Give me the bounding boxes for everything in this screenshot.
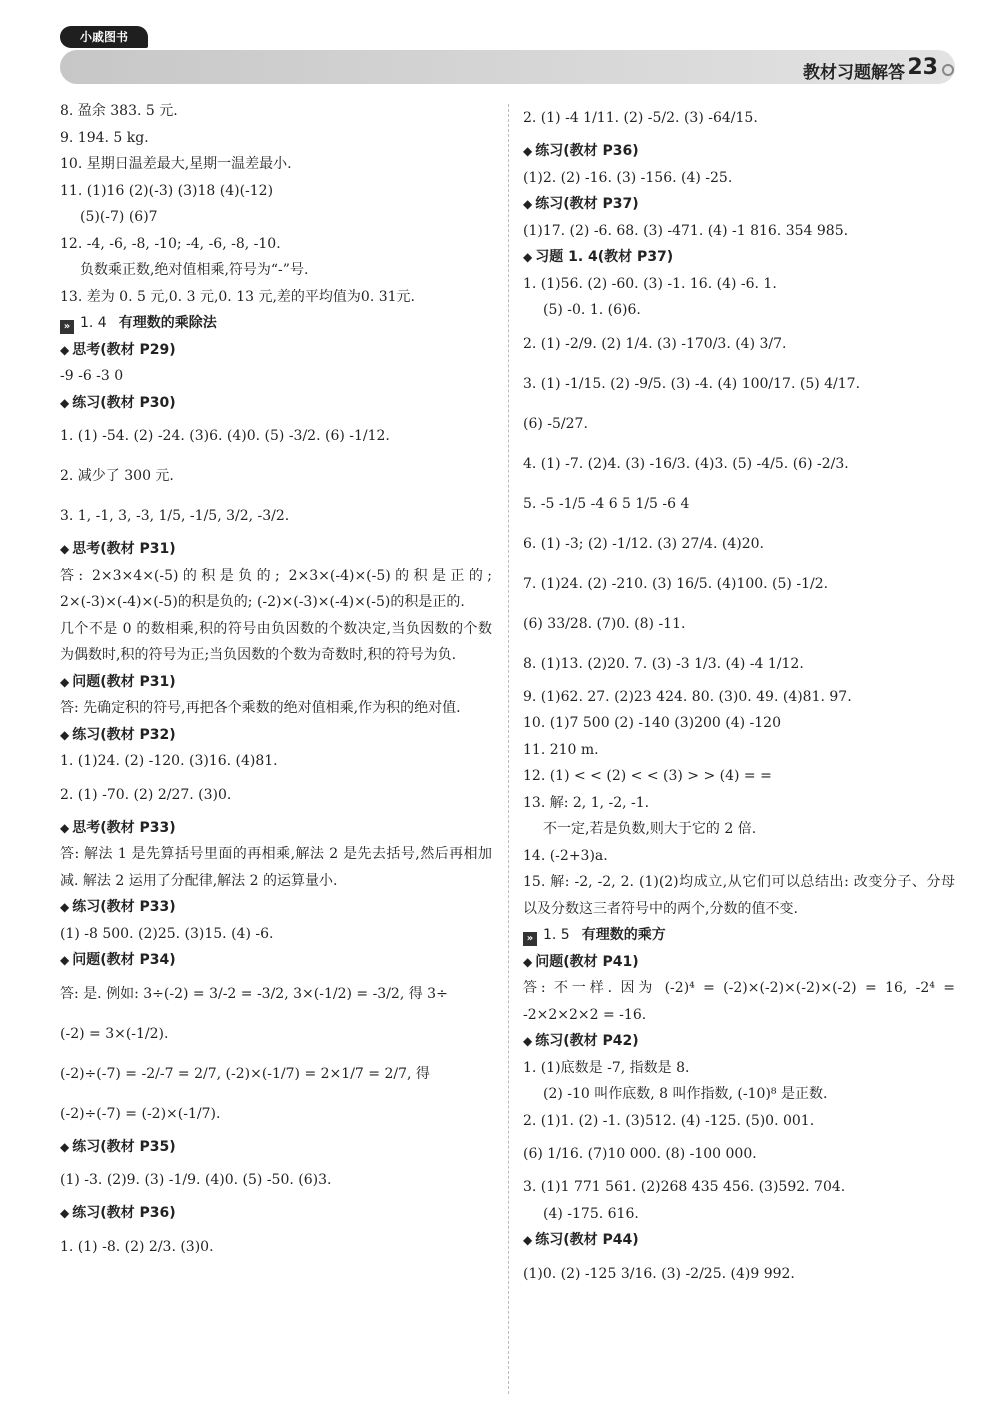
exercise-subheading: ◆ 练习(教材 P44) [523,1227,955,1254]
exercise-subheading: ◆ 问题(教材 P34) [60,947,492,974]
exercise-subheading: ◆ 练习(教材 P37) [523,191,955,218]
answer-line: 8. 盈余 383. 5 元. [60,103,178,119]
column-divider [508,104,509,1394]
exercise-subheading: ◆ 练习(教材 P42) [523,1028,955,1055]
section-title-text: 有理数的乘方 [581,927,666,943]
section-arrow-icon: » [523,932,537,946]
answer-line: (1)2. (2) -16. (3) -156. (4) -25. [523,169,733,186]
answer-line: 2. (1) -2/9. (2) 1/4. (3) -170/3. (4) 3/7. [523,335,787,352]
answer-line: 不一定,若是负数,则大于它的 2 倍. [543,821,757,837]
section-number: 1. 4 [80,315,107,331]
answer-line: (4) -175. 616. [543,1205,639,1222]
answer-line: 6. (1) -3; (2) -1/12. (3) 27/4. (4)20. [523,535,764,552]
exercise-subheading: ◆ 思考(教材 P31) [60,536,492,563]
answer-paragraph: 答: 2×3×4×(-5)的积是负的; 2×3×(-4)×(-5)的积是正的; 2×(-3)×(-4)×(-5)的积是负的; (-2)×(-3)×(-4)×(-5)的积是正的. [60,567,492,610]
section-number: 1. 5 [543,927,570,943]
left-column [60,98,492,1267]
answer-line: (-2)÷(-7) = (-2)×(-1/7). [60,1105,221,1122]
answer-line: 9. 194. 5 kg. [60,129,149,146]
answer-line: 2. (1)1. (2) -1. (3)512. (4) -125. (5)0. 001. [523,1112,815,1129]
answer-line: 3. (1) -1/15. (2) -9/5. (3) -4. (4) 100/17. (5) 4/17. [523,375,861,392]
answer-line: 负数乘正数,绝对值相乘,符号为“-”号. [80,262,309,278]
answer-line: 8. (1)13. (2)20. 7. (3) -3 1/3. (4) -4 1/12. [523,655,804,672]
section-title-text: 有理数的乘除法 [118,315,217,331]
answer-paragraph: 答: 先确定积的符号,再把各个乘数的绝对值相乘,作为积的绝对值. [60,700,461,716]
exercise-subheading: ◆ 练习(教材 P32) [60,722,492,749]
exercise-subheading: ◆ 习题 1. 4(教材 P37) [523,244,955,271]
section-title: 教材习题解答 [803,63,905,83]
section-heading [523,922,955,949]
exercise-subheading: ◆ 练习(教材 P36) [523,138,955,165]
exercise-subheading: ◆ 练习(教材 P30) [60,390,492,417]
answer-line: (5)(-7) (6)7 [80,209,158,225]
answer-line: 3. 1, -1, 3, -3, 1/5, -1/5, 3/2, -3/2. [60,508,290,524]
answer-line: (1)17. (2) -6. 68. (3) -471. (4) -1 816. 354 985. [523,222,849,239]
answer-line: 12. (1) < < (2) < < (3) > > (4) = = [523,768,772,784]
page-number: 23 [907,55,938,80]
answer-line: 1. (1) -54. (2) -24. (3)6. (4)0. (5) -3/2. (6) -1/12. [60,428,390,444]
answer-line: (1) -3. (2)9. (3) -1/9. (4)0. (5) -50. (6)3. [60,1172,332,1188]
answer-line: 答: 是. 例如: 3÷(-2) = 3/-2 = -3/2, 3×(-1/2) = -3/2, 得 3÷ [60,985,448,1002]
right-column [523,98,955,1294]
answer-line: 7. (1)24. (2) -210. (3) 16/5. (4)100. (5) -1/2. [523,575,829,592]
answer-paragraph: 答: 不一样. 因为 (-2)⁴ = (-2)×(-2)×(-2)×(-2) = 16, -2⁴ = -2×2×2×2 = -16. [523,980,955,1023]
answer-line: 13. 解: 2, 1, -2, -1. [523,794,650,811]
answer-line: (6) 1/16. (7)10 000. (8) -100 000. [523,1146,757,1162]
answer-line: (1)0. (2) -125 3/16. (3) -2/25. (4)9 992. [523,1265,795,1282]
answer-line: (5) -0. 1. (6)6. [543,302,641,318]
answer-line: (2) -10 叫作底数, 8 叫作指数, (-10)⁸ 是正数. [543,1086,828,1102]
answer-paragraph: 15. 解: -2, -2, 2. (1)(2)均成立,从它们可以总结出: 改变分子、分母以及分数这三者符号中的两个,分数的值不变. [523,874,955,917]
answer-line: 13. 差为 0. 5 元,0. 3 元,0. 13 元,差的平均值为0. 31元. [60,288,415,305]
section-arrow-icon: » [60,320,74,334]
answer-paragraph: 答: 解法 1 是先算括号里面的再相乘,解法 2 是先去括号,然后再相加减. 解法 2 运用了分配律,解法 2 的运算量小. [60,846,492,889]
answer-line: (-2)÷(-7) = -2/-7 = 2/7, (-2)×(-1/7) = 2×1/7 = 2/7, 得 [60,1065,430,1082]
answer-line: (6) 33/28. (7)0. (8) -11. [523,615,686,632]
exercise-subheading: ◆ 问题(教材 P31) [60,669,492,696]
answer-line: -9 -6 -3 0 [60,368,124,384]
exercise-subheading: ◆ 练习(教材 P35) [60,1134,492,1161]
section-heading [60,310,492,337]
answer-line: 1. (1)56. (2) -60. (3) -1. 16. (4) -6. 1. [523,275,777,292]
exercise-subheading: ◆ 问题(教材 P41) [523,949,955,976]
answer-line: 11. 210 m. [523,741,599,758]
answer-line: 2. (1) -70. (2) 2/27. (3)0. [60,786,232,803]
answer-paragraph: 几个不是 0 的数相乘,积的符号由负因数的个数决定,当负因数的个数为偶数时,积的符号为正;当负因数的个数为奇数时,积的符号为负. [60,620,492,663]
brand-tag: 小戚图书 [60,26,148,48]
exercise-subheading: ◆ 练习(教材 P33) [60,894,492,921]
exercise-subheading: ◆ 思考(教材 P29) [60,337,492,364]
answer-line: 10. 星期日温差最大,星期一温差最小. [60,156,292,172]
header-dot [942,64,954,76]
answer-line: 12. -4, -6, -8, -10; -4, -6, -8, -10. [60,235,281,252]
answer-line: (1) -8 500. (2)25. (3)15. (4) -6. [60,925,274,942]
answer-line: 14. (-2+3)a. [523,847,608,864]
exercise-subheading: ◆ 练习(教材 P36) [60,1200,492,1227]
answer-line: 1. (1) -8. (2) 2/3. (3)0. [60,1238,214,1255]
answer-line: 3. (1)1 771 561. (2)268 435 456. (3)592. 704. [523,1179,846,1195]
answer-line: 2. 减少了 300 元. [60,468,174,484]
answer-line: 1. (1)24. (2) -120. (3)16. (4)81. [60,753,278,769]
answer-line: 10. (1)7 500 (2) -140 (3)200 (4) -120 [523,715,781,731]
answer-line: (-2) = 3×(-1/2). [60,1025,169,1042]
answer-line: 1. (1)底数是 -7, 指数是 8. [523,1059,690,1076]
answer-line: 2. (1) -4 1/11. (2) -5/2. (3) -64/15. [523,110,758,126]
answer-line: 9. (1)62. 27. (2)23 424. 80. (3)0. 49. (4)81. 97. [523,688,852,705]
exercise-subheading: ◆ 思考(教材 P33) [60,815,492,842]
answer-line: 4. (1) -7. (2)4. (3) -16/3. (4)3. (5) -4/5. (6) -2/3. [523,455,849,472]
answer-line: 11. (1)16 (2)(-3) (3)18 (4)(-12) [60,182,274,199]
answer-line: (6) -5/27. [523,415,588,432]
answer-line: 5. -5 -1/5 -4 6 5 1/5 -6 4 [523,495,690,512]
